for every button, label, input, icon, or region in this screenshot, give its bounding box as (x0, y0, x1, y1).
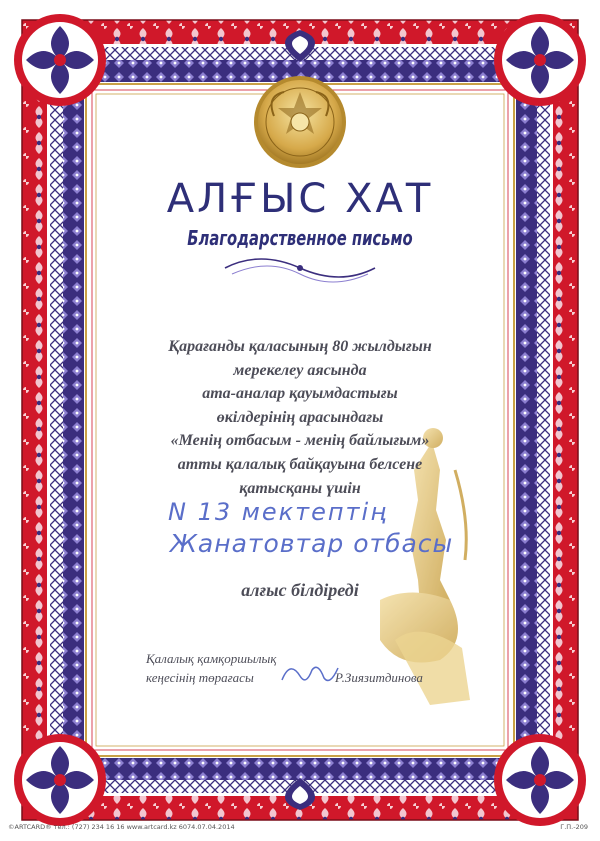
state-emblem-icon (254, 76, 346, 168)
body-line: мерекелеу аясында (233, 361, 367, 379)
corner-ornament-top-left (14, 14, 106, 106)
certificate-subtitle: Благодарственное письмо (187, 226, 413, 250)
body-line: Қарағанды қаласының 80 жылдығын (168, 338, 432, 355)
body-line: қатысқаны үшін (239, 479, 361, 497)
signatory-title-line1: Қалалық қамқоршылық (146, 651, 277, 666)
print-code: Г.П.-209 (560, 823, 588, 831)
certificate-title: АЛҒЫС ХАТ (166, 176, 434, 222)
corner-ornament-bottom-left (14, 734, 106, 826)
body-line: «Менің отбасым - менің байлығым» (170, 432, 430, 450)
body-line: атты қалалық байқауына белсене (177, 455, 423, 473)
handwritten-family: Жанатовтар отбасы (170, 529, 454, 558)
signatory-title-line2: кеңесінің төрағасы (146, 670, 254, 685)
thanks-text: алғыс білдіреді (241, 580, 359, 600)
signatory-name: Р.Зиязитдинова (335, 670, 423, 685)
body-line: өкілдерінің арасындағы (216, 408, 384, 426)
corner-ornament-top-right (494, 14, 586, 106)
certificate-body (140, 335, 460, 500)
handwritten-school: N 13 мектептің (168, 498, 389, 526)
printer-footer: ©ARTCARD® тел.: (727) 234 16 16 www.artcard.kz 6074.07.04.2014 (8, 823, 235, 831)
body-line: ата-аналар қауымдастығы (202, 385, 398, 403)
corner-ornament-bottom-right (494, 734, 586, 826)
